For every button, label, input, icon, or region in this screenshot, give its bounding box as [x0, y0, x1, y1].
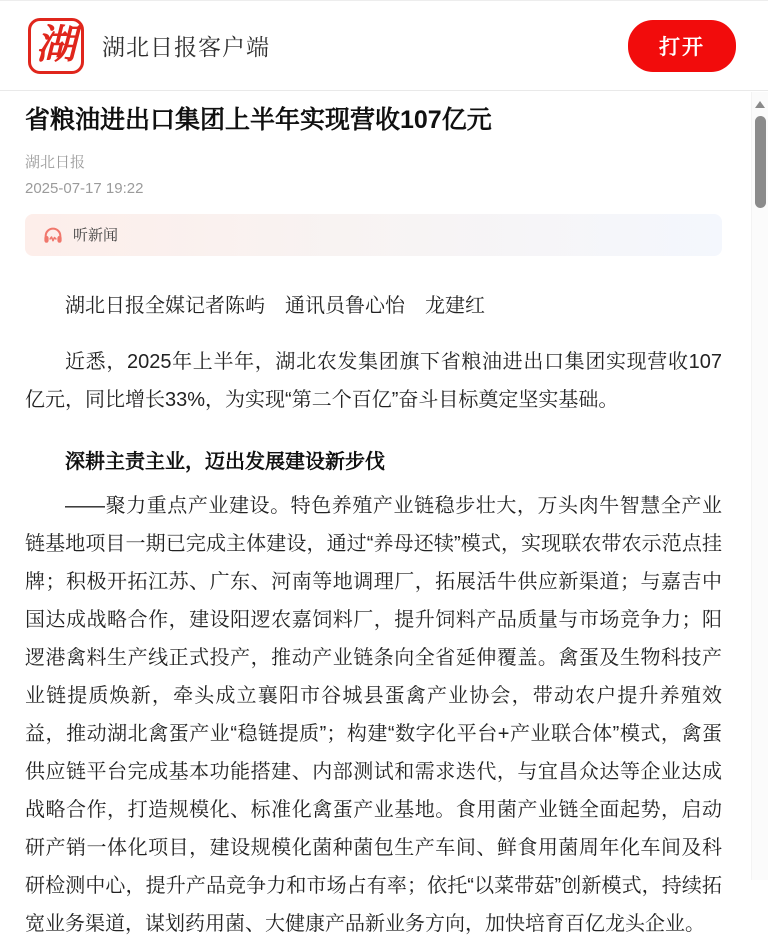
article-title: 省粮油进出口集团上半年实现营收107亿元: [25, 106, 492, 134]
app-header: [0, 1, 768, 91]
article-byline: 湖北日报全媒记者陈屿 通讯员鲁心怡 龙建红: [65, 294, 485, 317]
vertical-scrollbar[interactable]: [751, 92, 768, 880]
article-paragraph: ——聚力重点产业建设。特色养殖产业链稳步壮大，万头肉牛智慧全产业链基地项目一期已完成主体建设，通过“养母还犊”模式，实现联农带农示范点挂牌；积极开拓江苏、广东、河南等地调理厂，拓展活牛供应新渠道；与嘉吉中国达成战略合作，建设阳逻农嘉饲料厂，提升饲料产品质量与市场竞争力；阳逻港禽料生产线正式投产，推动产业链条向全省延伸覆盖。禽蛋及生物科技产业链提质焕新，牵头成立襄阳市谷城县蛋禽产业协会，带动农户提升养殖效益，推动湖北禽蛋产业“稳链提质”；构建“数字化平台+产业联合体”模式，禽蛋供应链平台完成基本功能搭建、内部测试和需求迭代，与宜昌众达等企业达成战略合作，打造规模化、标准化禽蛋产业基地。食用菌产业链全面起势，启动研产销一体化项目，建设规模化菌种菌包生产车间、鲜食用菌周年化车间及科研检测中心，提升产品竞争力和市场占有率；依托“以菜带菇”创新模式，持续拓宽业务渠道，谋划药用菌、大健康产品新业务方向，加快培育百亿龙头企业。: [25, 494, 722, 935]
article-source: 湖北日报: [25, 153, 86, 171]
app-name: 湖北日报客户端: [102, 34, 270, 60]
article-body: [25, 287, 722, 943]
article-subheading: 深耕主责主业，迈出发展建设新步伐: [65, 450, 385, 473]
open-app-button[interactable]: 打开: [628, 20, 736, 72]
logo-seal-character: 湖: [36, 22, 76, 67]
listen-news-label: 听新闻: [73, 227, 119, 244]
article-publish-datetime: 2025-07-17 19:22: [25, 179, 144, 197]
scrollbar-thumb[interactable]: [755, 116, 766, 208]
article-content: [0, 91, 768, 943]
listen-news-button[interactable]: [25, 214, 722, 256]
scroll-up-arrow[interactable]: [755, 101, 765, 108]
headphones-icon: [42, 224, 64, 246]
hubei-daily-logo: [28, 18, 84, 74]
article-paragraph: 近悉，2025年上半年，湖北农发集团旗下省粮油进出口集团实现营收107亿元，同比增长33%，为实现“第二个百亿”奋斗目标奠定坚实基础。: [25, 350, 722, 411]
